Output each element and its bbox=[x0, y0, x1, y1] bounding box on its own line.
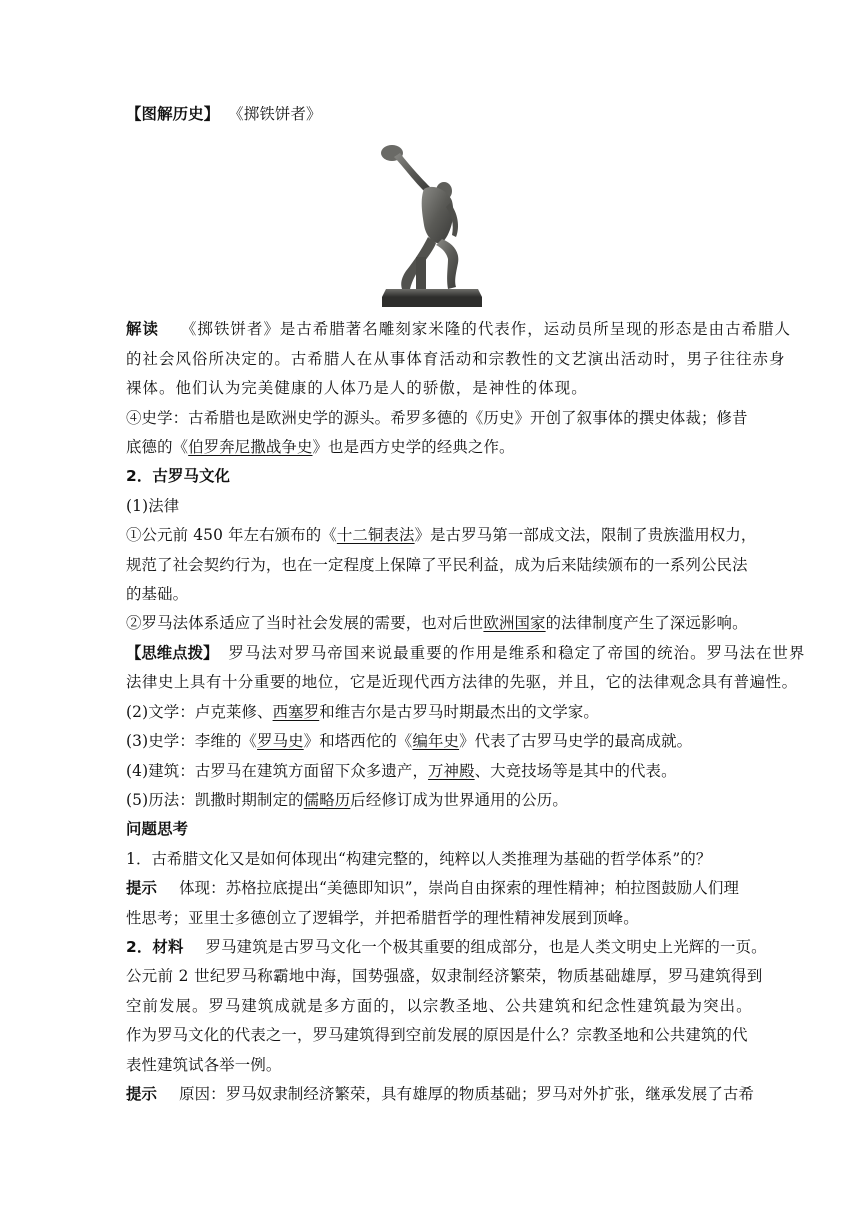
thinking-tip-label: 【思维点拨】 bbox=[126, 643, 219, 662]
discobolus-statue-icon bbox=[372, 139, 492, 311]
question-2-ask-1: 作为罗马文化的代表之一，罗马建筑得到空前发展的原因是什么？宗教圣地和公共建筑的代 bbox=[126, 1026, 748, 1045]
question-2-line-3: 空前发展。罗马建筑成就是多方面的，以宗教圣地、公共建筑和纪念性建筑最为突出。 bbox=[126, 996, 753, 1015]
lit-a: (2)文学：卢克莱修、 bbox=[126, 702, 273, 721]
heading-tag: 【图解历史】 bbox=[126, 105, 220, 123]
item-calendar bbox=[126, 786, 738, 815]
question-2-label: 2．材料 bbox=[126, 937, 184, 956]
arch-b: 、大竞技场等是其中的代表。 bbox=[474, 761, 677, 780]
history-line-1: ④史学：古希腊也是欧洲史学的源头。希罗多德的《历史》开创了叙事体的撰史体裁；修昔 bbox=[126, 408, 748, 427]
law-p1-b: 》是古罗马第一部成文法，限制了贵族滥用权力， bbox=[414, 526, 757, 545]
thinking-tip-line-2: 法律史上具有十分重要的地位，它是近现代西方法律的先驱，并且，它的法律观念具有普遍性。 bbox=[126, 673, 798, 692]
law-p2-b: 的法律制度产生了深远影响。 bbox=[545, 614, 748, 633]
law-p1-underlined: 十二铜表法 bbox=[336, 526, 415, 545]
lit-underlined: 西塞罗 bbox=[272, 702, 320, 721]
thinking-tip-text-1: 罗马法对罗马帝国来说最重要的作用是维系和稳定了帝国的统治。罗马法在世界 bbox=[228, 643, 806, 662]
cal-underlined: 儒略历 bbox=[303, 790, 351, 809]
law-p1-a: ①公元前 450 年左右颁布的《 bbox=[126, 526, 337, 545]
hist-b: 》代表了古罗马史学的最高成就。 bbox=[459, 732, 693, 751]
answer-1-label: 提示 bbox=[126, 879, 158, 898]
answer-1-line-2: 性思考；亚里士多德创立了逻辑学，并把希腊哲学的理性精神发展到顶峰。 bbox=[126, 908, 639, 927]
law-p2-underlined: 欧洲国家 bbox=[483, 614, 546, 633]
law-p1-line-1 bbox=[126, 521, 757, 550]
history-text-b: 》也是西方史学的经典之作。 bbox=[312, 438, 515, 457]
history-underlined: 伯罗奔尼撒战争史 bbox=[188, 438, 313, 457]
heading-title: 《掷铁饼者》 bbox=[228, 105, 322, 123]
arch-underlined: 万神殿 bbox=[427, 761, 475, 780]
history-text-a: 底德的《 bbox=[126, 438, 189, 457]
interpret-line-2: 的社会风俗所决定的。古希腊人在从事体育活动和宗教性的文艺演出活动时，男子往往赤身 bbox=[126, 349, 786, 368]
cal-a: (5)历法：凯撒时期制定的 bbox=[126, 790, 304, 809]
thinking-tip-line-1 bbox=[126, 639, 806, 668]
questions-title: 问题思考 bbox=[126, 820, 189, 839]
question-2-ask-2: 表性建筑试各举一例。 bbox=[126, 1055, 282, 1074]
law-p1-line-3: 的基础。 bbox=[126, 585, 189, 604]
section-heading bbox=[126, 100, 738, 129]
item-literature bbox=[126, 698, 738, 727]
discobolus-statue-image bbox=[126, 139, 738, 311]
document-page bbox=[126, 100, 806, 1109]
answer-2-text-1: 原因：罗马奴隶制经济繁荣，具有雄厚的物质基础；罗马对外扩张，继承发展了古希 bbox=[179, 1084, 755, 1103]
law-p2-a: ②罗马法体系适应了当时社会发展的需要，也对后世 bbox=[126, 614, 484, 633]
question-2-line-1 bbox=[126, 933, 767, 962]
question-2-line-2: 公元前 2 世纪罗马称霸地中海，国势强盛，奴隶制经济繁荣，物质基础雄厚，罗马建筑得到 bbox=[126, 967, 763, 986]
answer-2-line-1 bbox=[126, 1080, 755, 1109]
answer-2-label: 提示 bbox=[126, 1084, 158, 1103]
interpret-line-1 bbox=[126, 315, 792, 344]
law-title: (1)法律 bbox=[126, 496, 180, 515]
hist-a: (3)史学：李维的《 bbox=[126, 732, 258, 751]
question-2-text-1: 罗马建筑是古罗马文化一个极其重要的组成部分，也是人类文明史上光辉的一页。 bbox=[205, 937, 767, 956]
item-history bbox=[126, 727, 738, 756]
interpret-line-3: 裸体。他们认为完美健康的人体乃是人的骄傲，是神性的体现。 bbox=[126, 379, 588, 398]
arch-a: (4)建筑：古罗马在建筑方面留下众多遗产， bbox=[126, 761, 428, 780]
law-p2 bbox=[126, 609, 748, 638]
interpret-label: 解读 bbox=[126, 320, 159, 339]
answer-1-line-1 bbox=[126, 874, 738, 903]
hist-underlined-1: 罗马史 bbox=[257, 732, 304, 751]
cal-b: 后经修订成为世界通用的公历。 bbox=[350, 790, 568, 809]
lit-b: 和维吉尔是古罗马时期最杰出的文学家。 bbox=[319, 702, 599, 721]
answer-1-text-1: 体现：苏格拉底提出“美德即知识”，崇尚自由探索的理性精神；柏拉图鼓励人们理 bbox=[179, 879, 740, 898]
question-1: 1．古希腊文化又是如何体现出“构建完整的，纯粹以人类推理为基础的哲学体系”的？ bbox=[126, 849, 712, 868]
section-2-title: 2．古罗马文化 bbox=[126, 467, 231, 486]
interpret-text-1: 《掷铁饼者》是古希腊著名雕刻家米隆的代表作，运动员所呈现的形态是由古希腊人 bbox=[180, 320, 792, 339]
hist-mid: 》和塔西佗的《 bbox=[303, 732, 413, 751]
history-line-2 bbox=[126, 433, 738, 462]
law-p1-line-2: 规范了社会契约行为，也在一定程度上保障了平民利益，成为后来陆续颁布的一系列公民法 bbox=[126, 555, 748, 574]
hist-underlined-2: 编年史 bbox=[412, 732, 460, 751]
item-architecture bbox=[126, 757, 738, 786]
